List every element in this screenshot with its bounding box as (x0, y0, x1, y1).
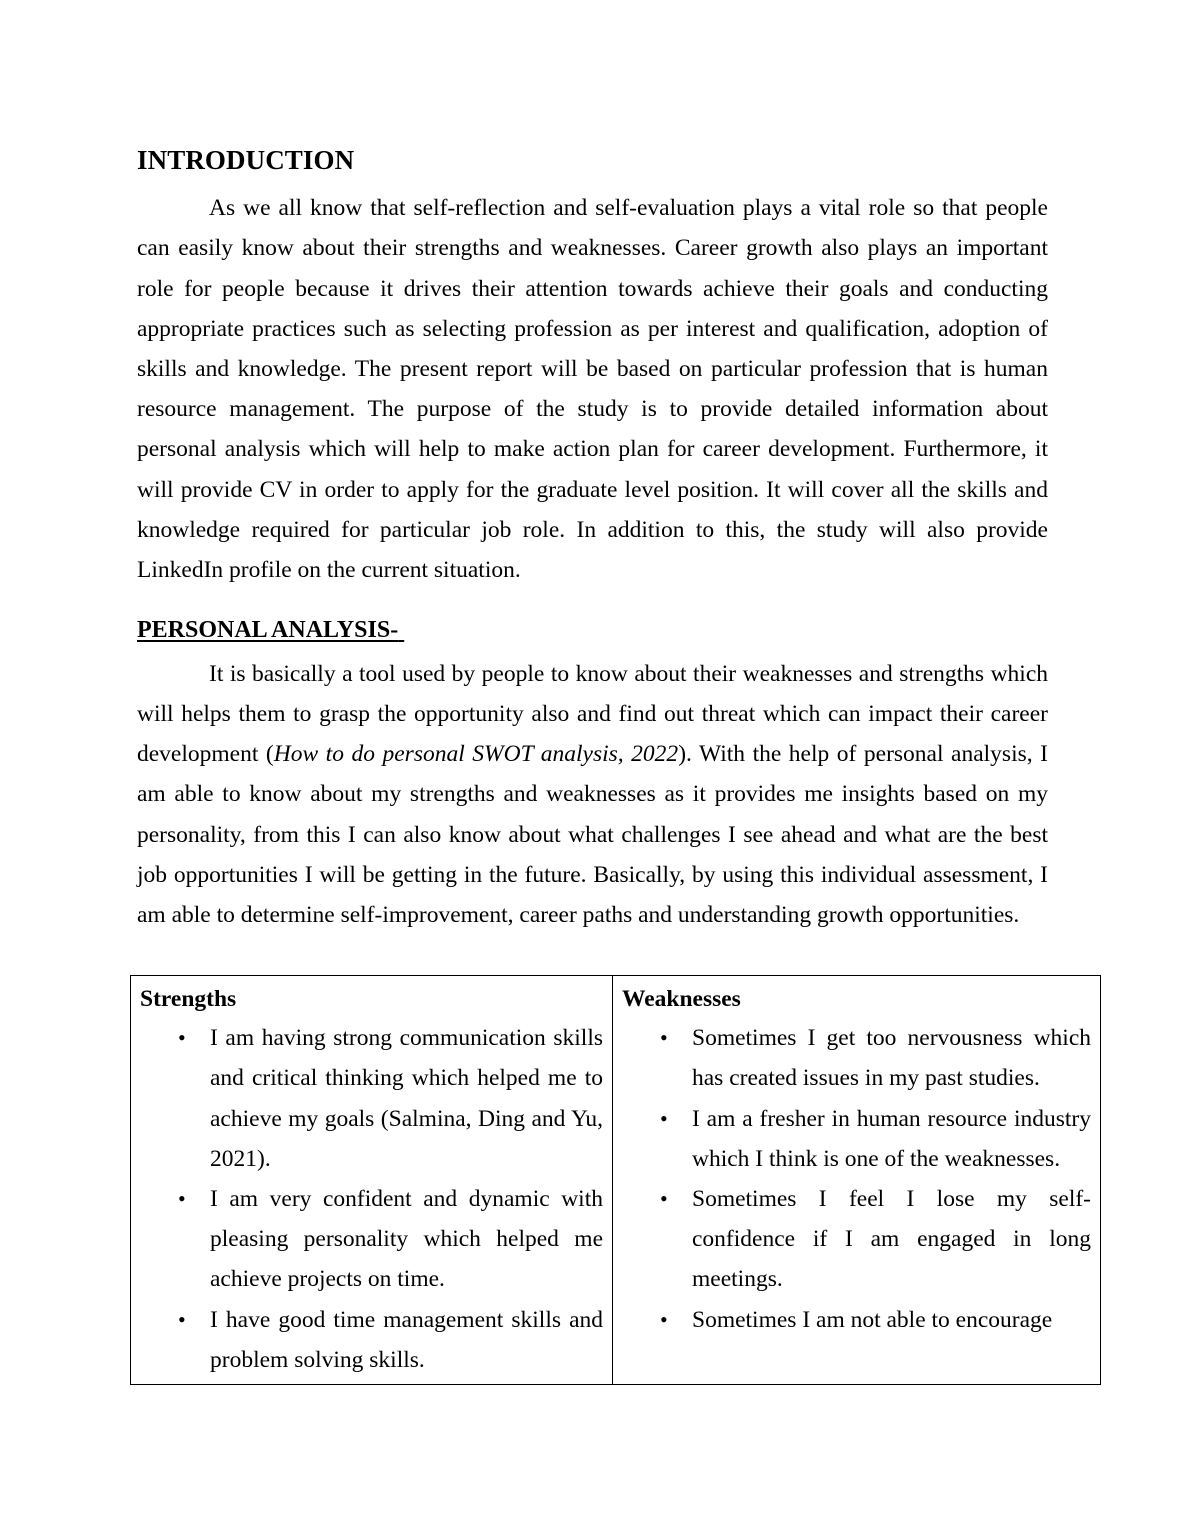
section-heading-text: PERSONAL ANALYSIS- (137, 617, 399, 644)
list-item: • I am very confident and dynamic with pleasing personality which helped me achieve projects on time. (140, 1179, 603, 1300)
swot-header-weaknesses: Weaknesses (622, 986, 741, 1013)
page-content (137, 143, 1091, 1385)
list-item: • Sometimes I get too nervousness which has created issues in my past studies. (622, 1018, 1091, 1098)
weaknesses-cell-inner (622, 982, 1091, 1340)
personal-analysis-paragraph (137, 654, 1048, 935)
list-item: • I am a fresher in human resource industry which I think is one of the weaknesses. (622, 1099, 1091, 1179)
list-item: • Sometimes I feel I lose my self-confidence if I am engaged in long meetings. (622, 1179, 1091, 1300)
section-heading-personal-analysis (137, 614, 1048, 648)
heading-trailing-space (398, 617, 404, 643)
swot-cell-weaknesses (613, 976, 1101, 1385)
list-item: • I have good time management skills and problem solving skills. (140, 1300, 603, 1380)
introduction-paragraph: As we all know that self-reflection and self-evaluation plays a vital role so that people can easily know about their strengths and weaknesses. Career growth also plays an important role for people because it drives their attention towards achieve their goals and conducting appropriate practices such as selecting profession as per interest and qualification, adoption of skills and knowledge. The present report will be based on particular profession that is human resource management. The purpose of the study is to provide detailed information about personal analysis which will help to make action plan for career development. Furthermore, it will provide CV in order to apply for the graduate level position. It will cover all the skills and knowledge required for particular job role. In addition to this, the study will also provide LinkedIn profile on the current situation. (137, 195, 1048, 583)
list-item: • I am having strong communication skills and critical thinking which helped me to achieve my goals (Salmina, Ding and Yu, 2021). (140, 1018, 603, 1179)
personal-analysis-text-part-2: ). With the help of personal analysis, I am able to know about my strengths and weaknesses as it provides me insights based on my personality, from this I can also know about what challenges I see ahead and what are the best job opportunities I will be getting in the future. Basically, by using this individual assessment, I am able to determine self-improvement, career paths and understanding growth opportunities. (137, 741, 1048, 928)
weaknesses-list (622, 1018, 1091, 1340)
page-title: INTRODUCTION (137, 145, 355, 175)
swot-table (130, 975, 1101, 1385)
table-row (131, 976, 1101, 1385)
personal-analysis-text-part-1: It is basically a tool used by people to know about their weaknesses and strengths which will helps them to grasp the opportunity also and find out threat which can impact their career development ( (137, 660, 1048, 768)
citation-reference: How to do personal SWOT analysis, 2022 (273, 741, 679, 768)
strengths-list (140, 1018, 603, 1380)
paragraph-spacer (137, 590, 1048, 614)
table-spacer (137, 935, 1048, 975)
list-item: • Sometimes I am not able to encourage (622, 1300, 1091, 1340)
swot-cell-strengths (131, 976, 613, 1385)
swot-header-strengths: Strengths (140, 986, 237, 1013)
